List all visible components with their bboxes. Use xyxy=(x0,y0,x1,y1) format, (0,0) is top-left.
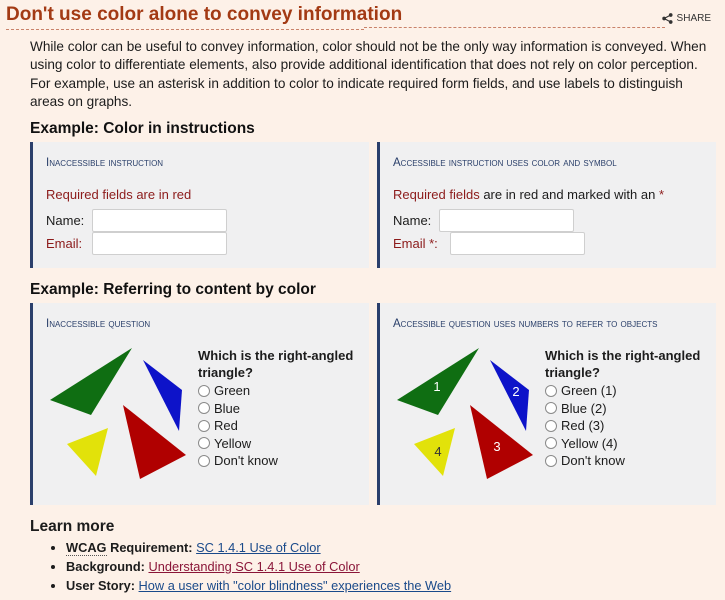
example1-heading: Example: Color in instructions xyxy=(30,120,255,137)
shape-label-4: 4 xyxy=(434,444,442,459)
blue-triangle xyxy=(143,360,182,431)
accessible-instruction-panel xyxy=(377,142,716,268)
option-blue[interactable] xyxy=(198,400,278,418)
name-field[interactable] xyxy=(92,209,227,232)
option-label: Red xyxy=(214,418,238,434)
list-item xyxy=(66,576,451,595)
option-yellow[interactable] xyxy=(545,435,625,453)
green-triangle xyxy=(50,348,132,415)
question-text: Which is the right-angled triangle? xyxy=(545,348,701,380)
instruction-rest-text: are in red and marked with an xyxy=(479,187,659,202)
instruction-text xyxy=(393,187,664,202)
blue-triangle xyxy=(490,360,529,431)
option-label: Blue (2) xyxy=(561,400,607,416)
asterisk-symbol: * xyxy=(658,187,664,202)
learn-more-list xyxy=(48,538,451,595)
option-red[interactable] xyxy=(545,417,625,435)
panel-heading: Inaccessible question xyxy=(46,318,151,330)
option-red[interactable] xyxy=(198,417,278,435)
option-green[interactable] xyxy=(545,382,625,400)
panel-heading: Inaccessible instruction xyxy=(46,157,164,169)
option-label: Green (1) xyxy=(561,383,617,399)
name-label: Name: xyxy=(393,213,432,228)
question-text: Which is the right-angled triangle? xyxy=(198,348,354,380)
shape-label-3: 3 xyxy=(493,439,501,454)
share-label: SHARE xyxy=(676,13,711,24)
panel-heading: Accessible instruction uses color and symbol xyxy=(393,157,617,169)
yellow-triangle xyxy=(67,428,108,476)
answer-options xyxy=(545,382,625,470)
accessible-question-panel xyxy=(377,303,716,505)
email-field[interactable] xyxy=(92,232,227,255)
inaccessible-question-panel xyxy=(30,303,369,505)
radio-button[interactable] xyxy=(198,437,210,449)
share-icon xyxy=(662,13,673,24)
item-label: User Story: xyxy=(66,578,139,593)
email-label xyxy=(393,236,438,251)
panel-heading: Accessible question uses numbers to refer to objects xyxy=(393,318,658,330)
answer-options xyxy=(198,382,278,470)
email-asterisk: *: xyxy=(425,236,438,251)
option-label: Blue xyxy=(214,400,241,416)
radio-button[interactable] xyxy=(545,385,557,397)
title-row xyxy=(6,4,725,30)
option-label: Don't know xyxy=(561,453,625,469)
list-item xyxy=(66,557,451,576)
inaccessible-instruction-panel xyxy=(30,142,369,268)
share-button[interactable] xyxy=(662,13,711,24)
option-dont-know[interactable] xyxy=(545,452,625,470)
example2-heading: Example: Referring to content by color xyxy=(30,281,316,298)
radio-button[interactable] xyxy=(198,402,210,414)
sc-141-link[interactable]: SC 1.4.1 Use of Color xyxy=(196,540,321,555)
option-label: Yellow (4) xyxy=(561,435,618,451)
radio-button[interactable] xyxy=(545,402,557,414)
shape-label-1: 1 xyxy=(433,379,441,394)
user-story-link[interactable]: How a user with "color blindness" experiences the Web xyxy=(138,578,452,593)
title-underline xyxy=(364,27,665,28)
option-blue[interactable] xyxy=(545,400,625,418)
radio-button[interactable] xyxy=(198,385,210,397)
list-item xyxy=(66,538,451,557)
option-dont-know[interactable] xyxy=(198,452,278,470)
understanding-sc-141-link[interactable]: Understanding SC 1.4.1 Use of Color xyxy=(148,559,360,574)
intro-paragraph: While color can be useful to convey information, color should not be the only way information is conveyed. When using color to differentiate elements, also provide additional identification that does not rely on color perception. For example, use an asterisk in addition to color to indicate required form fields, and use labels to distinguish areas on graphs. xyxy=(30,39,707,110)
instruction-required-text: Required fields xyxy=(393,187,480,202)
radio-button[interactable] xyxy=(198,420,210,432)
email-field[interactable] xyxy=(450,232,585,255)
option-yellow[interactable] xyxy=(198,435,278,453)
option-label: Don't know xyxy=(214,453,278,469)
triangles-figure xyxy=(47,343,197,483)
radio-button[interactable] xyxy=(198,455,210,467)
option-label: Red (3) xyxy=(561,418,605,434)
option-label: Yellow xyxy=(214,435,252,451)
wcag-abbr: WCAG xyxy=(66,540,107,555)
item-label: Requirement: xyxy=(106,540,197,555)
radio-button[interactable] xyxy=(545,455,557,467)
radio-button[interactable] xyxy=(545,420,557,432)
radio-button[interactable] xyxy=(545,437,557,449)
item-label: Background: xyxy=(66,559,149,574)
learn-more-heading: Learn more xyxy=(30,518,115,535)
option-label: Green xyxy=(214,383,251,399)
page-title: Don't use color alone to convey information xyxy=(6,4,364,30)
email-label-text: Email xyxy=(393,236,426,251)
name-field[interactable] xyxy=(439,209,574,232)
instruction-text: Required fields are in red xyxy=(46,187,192,202)
email-label: Email: xyxy=(46,236,83,251)
name-label: Name: xyxy=(46,213,85,228)
triangles-figure xyxy=(394,343,544,483)
shape-label-2: 2 xyxy=(512,384,520,399)
option-green[interactable] xyxy=(198,382,278,400)
